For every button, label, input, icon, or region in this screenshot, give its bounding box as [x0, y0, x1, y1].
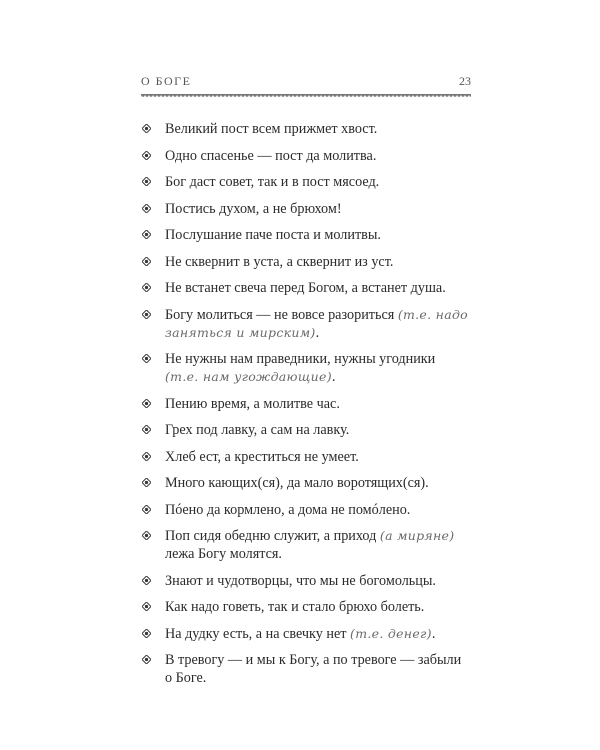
proverb-text: Не встанет свеча перед Богом, а встанет душа. [165, 280, 446, 296]
diamond-bullet-icon [142, 151, 151, 160]
section-title: О БОГЕ [141, 74, 192, 88]
diamond-bullet-icon [142, 531, 151, 540]
proverb-note: (т.е. денег) [350, 625, 432, 641]
book-page [141, 74, 471, 696]
proverb-note: (т.е. надо заняться и мирским) [165, 306, 469, 340]
proverb-item [141, 200, 471, 218]
diamond-bullet-icon [142, 310, 151, 319]
proverb-text: Не сквернит в уста, а сквернит из уст. [165, 253, 394, 270]
proverb-item [141, 147, 471, 165]
proverb-item [141, 226, 471, 244]
proverb-item [141, 253, 471, 271]
proverb-item [141, 448, 471, 466]
diamond-bullet-icon [142, 399, 151, 408]
proverb-list [141, 120, 471, 687]
proverb-text: Великий пост всем прижмет хвост. [165, 121, 378, 137]
proverb-item [141, 572, 471, 590]
proverb-continuation: лежа Богу молятся. [165, 546, 282, 562]
proverb-text: Одно спасенье — пост да молитва. [165, 147, 377, 164]
proverb-text: Богу молиться — не вовсе разориться [165, 306, 395, 323]
diamond-bullet-icon [142, 283, 151, 292]
proverb-note: (а миряне) [379, 528, 455, 543]
diamond-bullet-icon [142, 576, 151, 585]
proverb-text: Много кающих(ся), да мало воротящих(ся). [165, 475, 429, 491]
proverb-text: Послушание паче поста и молитвы. [165, 227, 381, 243]
page-number: 23 [459, 74, 471, 88]
proverb-item [141, 350, 471, 386]
proverb-text: На дудку есть, а на свечку нет [165, 625, 347, 642]
diamond-bullet-icon [142, 452, 151, 461]
running-head [141, 74, 471, 91]
proverb-text: В тревогу — и мы к Богу, а по тревоге — забыли о Боге. [165, 652, 462, 686]
proverb-item [141, 395, 471, 413]
diamond-bullet-icon [142, 354, 151, 363]
diamond-bullet-icon [142, 257, 151, 266]
proverb-text: Грех под лавку, а сам на лавку. [165, 422, 350, 438]
proverb-item [141, 501, 471, 519]
proverb-text: Бог даст совет, так и в пост мясоед. [165, 174, 380, 190]
proverb-item [141, 421, 471, 439]
diamond-bullet-icon [142, 204, 151, 213]
diamond-bullet-icon [142, 629, 151, 638]
proverb-text: Пóено да кормлено, а дома не помóлено. [165, 501, 411, 518]
proverb-text: Постись духом, а не брюхом! [165, 200, 342, 217]
proverb-item [141, 306, 471, 342]
proverb-item [141, 527, 471, 563]
proverb-item [141, 173, 471, 191]
proverb-continuation: . [331, 369, 336, 385]
proverb-continuation: . [315, 324, 320, 341]
diamond-bullet-icon [142, 230, 151, 239]
proverb-text: Пению время, а молитве час. [165, 395, 340, 412]
proverb-text: Не нужны нам праведники, нужны угодники [165, 351, 436, 367]
diamond-bullet-icon [142, 425, 151, 434]
proverb-item [141, 474, 471, 492]
proverb-item [141, 598, 471, 616]
decorative-rule [141, 94, 471, 100]
diamond-bullet-icon [142, 655, 151, 664]
proverb-text: Хлеб ест, а креститься не умеет. [165, 448, 359, 465]
proverb-item [141, 625, 471, 643]
diamond-bullet-icon [142, 505, 151, 514]
proverb-text: Знают и чудотворцы, что мы не богомольцы. [165, 572, 436, 589]
diamond-bullet-icon [142, 124, 151, 133]
diamond-bullet-icon [142, 602, 151, 611]
proverb-text: Поп сидя обедню служит, а приход [165, 528, 377, 544]
diamond-bullet-icon [142, 177, 151, 186]
proverb-item [141, 279, 471, 297]
proverb-item [141, 651, 471, 687]
proverb-note: (т.е. нам угождающие) [165, 369, 332, 384]
proverb-continuation: . [431, 625, 436, 642]
diamond-bullet-icon [142, 478, 151, 487]
proverb-item [141, 120, 471, 138]
proverb-text: Как надо говеть, так и стало брюхо болеть. [165, 599, 425, 615]
